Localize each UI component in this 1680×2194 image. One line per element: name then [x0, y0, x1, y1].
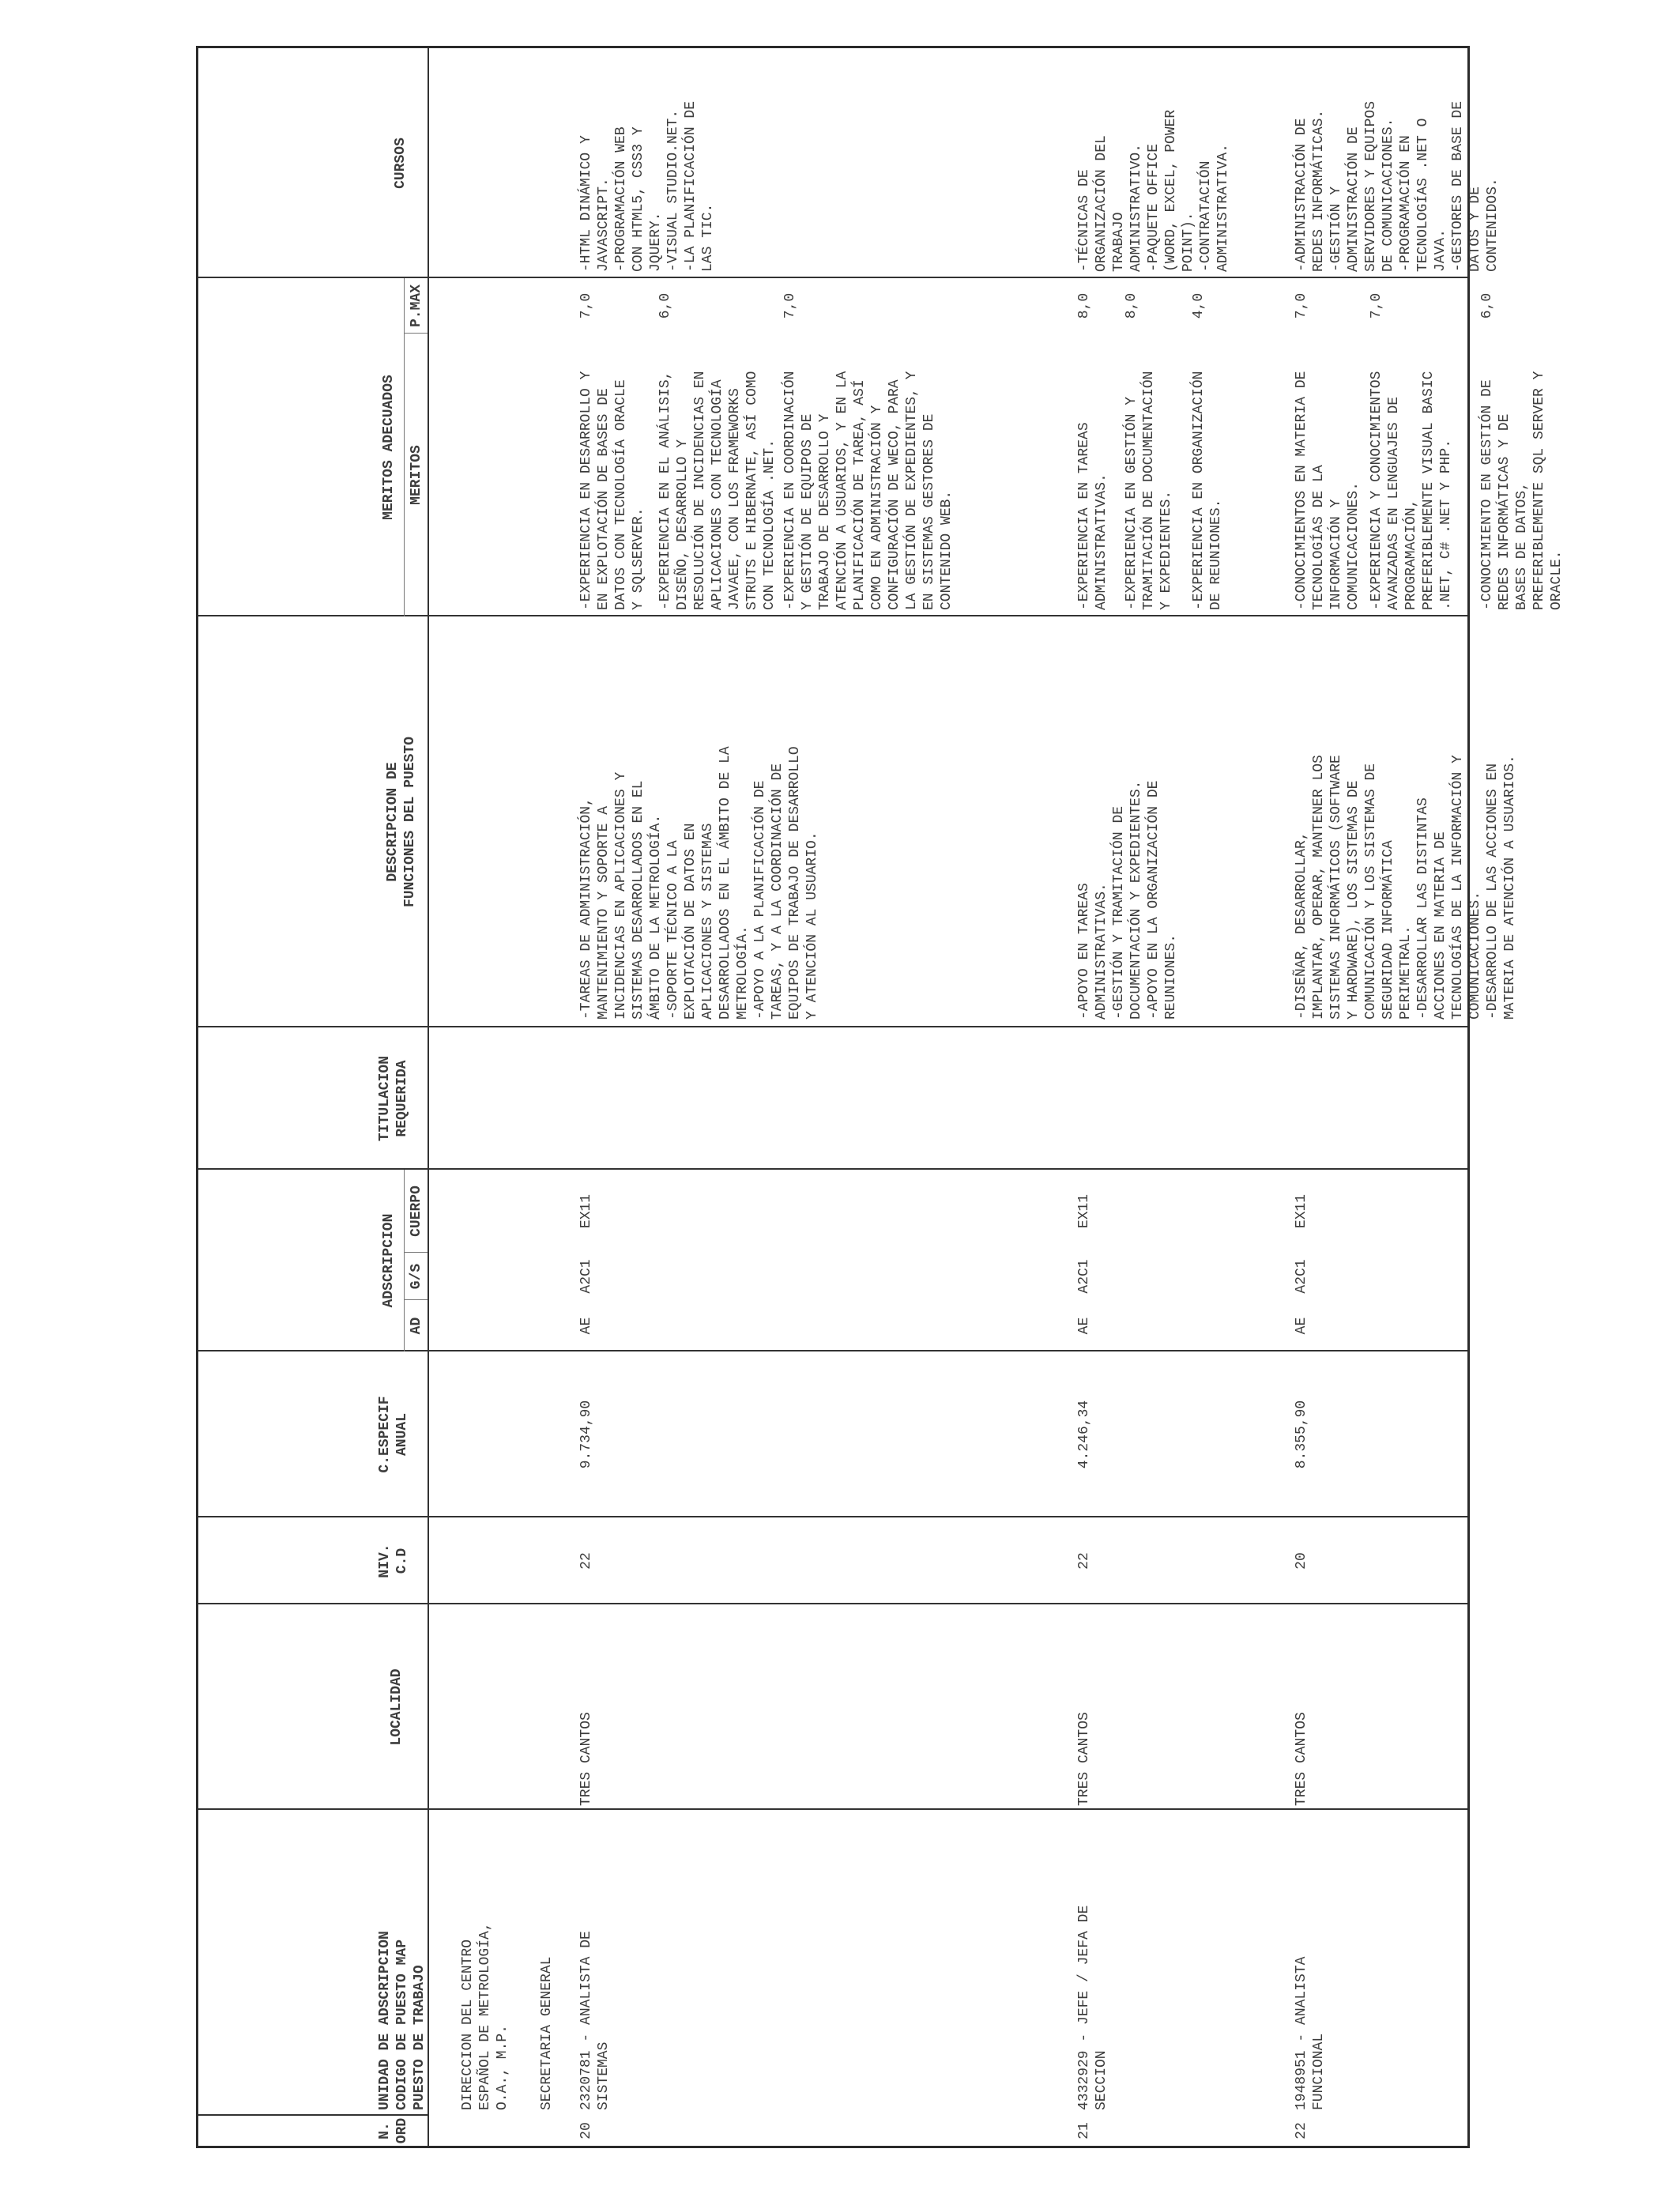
row-merito: -EXPERIENCIA EN COORDINACIÓN Y GESTIÓN DE EQUIPOS DE TRABAJO DE DESARROLLO Y ATENCIÓN A USUARIOS, Y EN LA PLANIFICACIÓN DE TAREA, ASÍ COMO EN ADMINISTRACIÓN Y CONFIGURACIÓN DE WECO, PARA LA GESTIÓN DE EXPEDIENTES, Y EN SISTEMAS GESTORES DE CONTENIDO WEB. — [782, 371, 955, 610]
header-descripcion: DESCRIPCION DE FUNCIONES DEL PUESTO — [385, 736, 418, 908]
row-merito: -EXPERIENCIA Y CONOCIMIENTOS AVANZADAS EN LENGUAJES DE PROGRAMACIÓN, PREFERIBLEMENTE VISUAL BASIC .NET, C# .NET Y PHP. — [1369, 371, 1454, 610]
rotated-table — [198, 48, 1565, 2146]
row-especif: 8.355,90 — [1294, 1400, 1309, 1469]
header-n-ord: N. ORD — [377, 2117, 410, 2144]
row-cuerpo: EX11 — [578, 1193, 594, 1229]
row-cuerpo: EX11 — [1076, 1193, 1092, 1229]
row-pmax: 7,0 — [1369, 292, 1384, 319]
header-meritos: MERITOS — [409, 445, 424, 505]
header-niv: NIV. C.D — [377, 1544, 410, 1578]
row-niv: 22 — [1076, 1552, 1092, 1570]
subheader-divider — [404, 278, 405, 616]
row-especif: 9.734,90 — [578, 1400, 594, 1469]
row-pmax: 6,0 — [657, 292, 673, 319]
row-descripcion: -DISEÑAR, DESARROLLAR, IMPLANTAR, OPERAR, MANTENER LOS SISTEMAS INFORMÁTICOS (SOFTWARE Y HARDWARE), LOS SISTEMAS DE COMUNICACIÓN Y LOS SISTEMAS DE SEGURIDAD INFORMÁTICA PERIMETRAL. -DESARROLLAR LAS DISTINTAS ACCIONES EN MATERIA DE TECNOLOGÍAS DE LA INFORMACIÓN Y COMUNICACIONES. -DESARROLLO DE LAS ACCIONES EN MATERIA DE ATENCIÓN A USUARIOS. — [1294, 755, 1518, 1020]
row-localidad: TRES CANTOS — [1076, 1712, 1092, 1806]
row-descripcion: -TAREAS DE ADMINISTRACIÓN, MANTENIMIENTO Y SOPORTE A INCIDENCIAS EN APLICACIONES Y SISTEMAS DESARROLLADOS EN EL ÁMBITO DE LA METROLOGÍA. -SOPORTE TÉCNICO A LA EXPLOTACIÓN DE DATOS EN APLICACIONES Y SISTEMAS DESARROLLADOS EN EL ÁMBITO DE LA METROLOGÍA. -APOYO A LA PLANIFICACIÓN DE TAREAS, Y A LA COORDINACIÓN DE EQUIPOS DE TRABAJO DE DESARROLLO Y ATENCIÓN AL USUARIO. — [578, 746, 820, 1020]
subheader-divider — [404, 1170, 405, 1351]
row-puesto: 4332929 - JEFE / JEFA DE SECCION — [1076, 1905, 1109, 2110]
header-ad: AD — [409, 1317, 424, 1335]
row-pmax: 4,0 — [1191, 292, 1207, 319]
unit-name: DIRECCION DEL CENTRO ESPAÑOL DE METROLOGÍA, O.A., M.P. — [460, 1922, 510, 2110]
header-unidad: UNIDAD DE ADSCRIPCION CODIGO DE PUESTO MAP PUESTO DE TRABAJO — [377, 1931, 428, 2110]
row-n: 21 — [1076, 2122, 1092, 2139]
row-merito: -CONOCIMIENTOS EN MATERIA DE TECNOLOGÍAS DE LA INFORMACIÓN Y COMUNICACIONES. — [1294, 371, 1362, 610]
unit-sub: SECRETARIA GENERAL — [539, 1956, 555, 2110]
row-merito: -EXPERIENCIA EN EL ANÁLISIS, DISEÑO, DESARROLLO Y RESOLUCIÓN DE INCIDENCIAS EN APLICACIONES CON TECNOLOGÍA JAVAEE, CON LOS FRAMEWORKS STRUTS E HIBERNATE, ASÍ COMO CON TECNOLOGÍA .NET. — [657, 371, 778, 610]
row-niv: 22 — [578, 1552, 594, 1570]
header-pmax: P.MAX — [409, 285, 424, 328]
row-puesto: 2320781 - ANALISTA DE SISTEMAS — [578, 1931, 612, 2110]
header-cuerpo: CUERPO — [409, 1186, 424, 1237]
row-pmax: 7,0 — [578, 292, 594, 319]
row-puesto: 1948951 - ANALISTA FUNCIONAL — [1294, 1956, 1327, 2110]
row-gs: A2C1 — [1076, 1259, 1092, 1294]
header-localidad: LOCALIDAD — [389, 1668, 405, 1746]
row-pmax: 8,0 — [1076, 292, 1092, 319]
header-cursos: CURSOS — [393, 138, 409, 189]
header-gs: G/S — [409, 1263, 424, 1290]
document-page — [196, 46, 1565, 2148]
row-merito: -EXPERIENCIA EN GESTIÓN Y TRAMITACIÓN DE DOCUMENTACIÓN Y EXPEDIENTES. — [1124, 371, 1174, 610]
row-pmax: 6,0 — [1479, 292, 1495, 319]
row-localidad: TRES CANTOS — [578, 1712, 594, 1806]
row-gs: A2C1 — [578, 1259, 594, 1294]
row-ad: AE — [578, 1317, 594, 1335]
header-meritos-adecuados: MERITOS ADECUADOS — [381, 375, 397, 520]
header-adscripcion: ADSCRIPCION — [381, 1213, 397, 1308]
row-pmax: 7,0 — [782, 292, 798, 319]
row-merito: -EXPERIENCIA EN ORGANIZACIÓN DE REUNIONES. — [1191, 371, 1224, 610]
row-cuerpo: EX11 — [1294, 1193, 1309, 1229]
row-merito: -CONOCIMIENTO EN GESTIÓN DE REDES INFORMÁTICAS Y DE BASES DE DATOS, PREFERIBLEMENTE SQL SERVER Y ORACLE. — [1479, 371, 1565, 610]
row-n: 22 — [1294, 2122, 1309, 2139]
header-c-especif: C.ESPECIF ANUAL — [377, 1396, 410, 1473]
row-descripcion: -APOYO EN TAREAS ADMINISTRATIVAS. -GESTIÓN Y TRAMITACIÓN DE DOCUMENTACIÓN Y EXPEDIENTES. -APOYO EN LA ORGANIZACIÓN DE REUNIONES. — [1076, 780, 1179, 1020]
row-cursos: -ADMINISTRACIÓN DE REDES INFORMÁTICAS. -GESTIÓN Y ADMINISTRACIÓN DE SERVIDORES Y EQUIPOS DE COMUNICACIONES. -PROGRAMACIÓN EN TECNOLOGÍAS .NET O JAVA. -GESTORES DE BASE DE DATOS Y DE CONTENIDOS. — [1294, 100, 1501, 272]
row-pmax: 8,0 — [1124, 292, 1139, 319]
row-ad: AE — [1076, 1317, 1092, 1335]
row-gs: A2C1 — [1294, 1259, 1309, 1294]
row-merito: -EXPERIENCIA EN DESARROLLO Y EN EXPLOTACIÓN DE BASES DE DATOS CON TECNOLOGÍA ORACLE Y SQLSERVER. — [578, 371, 646, 610]
row-ad: AE — [1294, 1317, 1309, 1335]
row-n: 20 — [578, 2122, 594, 2139]
row-especif: 4.246,34 — [1076, 1400, 1092, 1469]
row-pmax: 7,0 — [1294, 292, 1309, 319]
row-merito: -EXPERIENCIA EN TAREAS ADMINISTRATIVAS. — [1076, 422, 1109, 610]
row-localidad: TRES CANTOS — [1294, 1712, 1309, 1806]
row-niv: 20 — [1294, 1552, 1309, 1570]
row-cursos: -HTML DINÁMICO Y JAVASCRIPT. -PROGRAMACIÓN WEB CON HTML5, CSS3 Y JQUERY. -VISUAL STUDIO.NET. -LA PLANIFICACIÓN DE LAS TIC. — [578, 100, 716, 272]
header-titulacion: TITULACION REQUERIDA — [377, 1055, 410, 1142]
row-cursos: -TÉCNICAS DE ORGANIZACIÓN DEL TRABAJO ADMINISTRATIVO. -PAQUETE OFFICE (WORD, EXCEL, POWER POINT). -CONTRATACIÓN ADMINISTRATIVA. — [1076, 109, 1231, 272]
